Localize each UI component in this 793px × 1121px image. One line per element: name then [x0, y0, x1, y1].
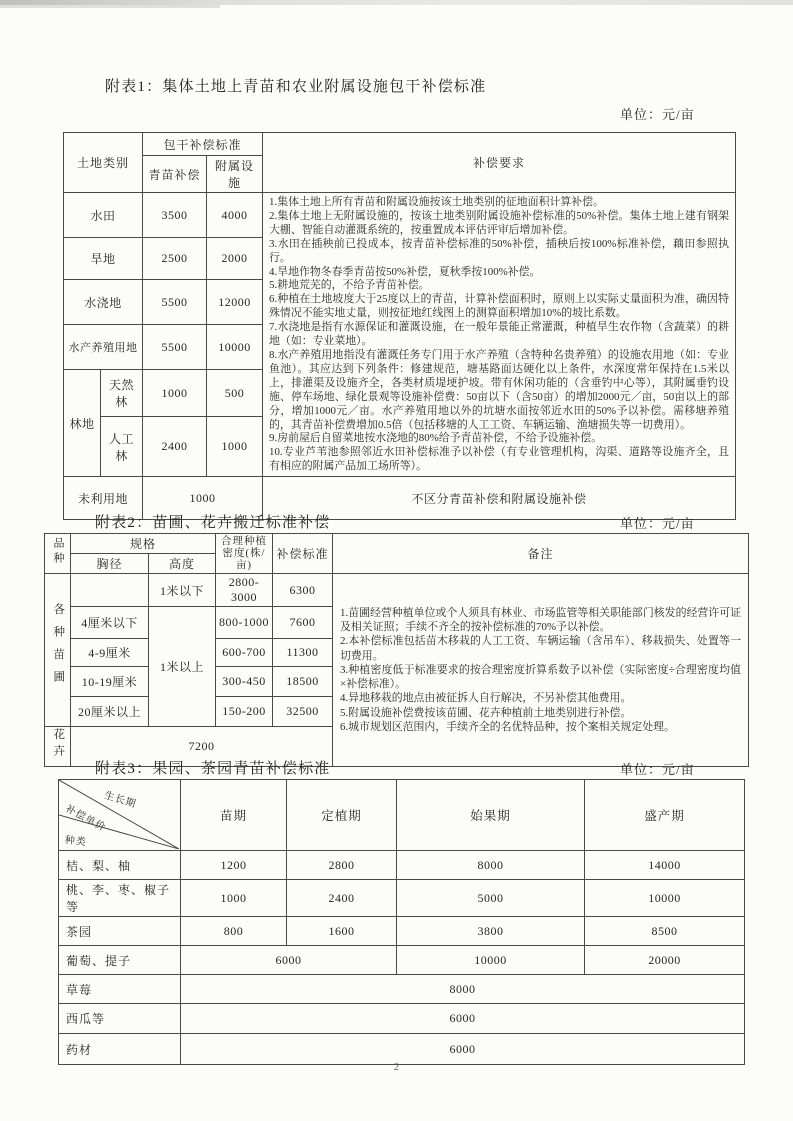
t2-flower-value: 7200 — [71, 727, 333, 767]
req-item-9: 9.房前屋后自留菜地按水浇地的80%给予青苗补偿，不给予设施补偿。 — [269, 432, 603, 445]
t1-header-facilities: 附属设施 — [207, 156, 263, 193]
t2-header-variety-text: 品种 — [52, 536, 64, 567]
t3-tea-v3: 3800 — [397, 917, 585, 946]
t3-grape-peak: 20000 — [585, 946, 745, 975]
table3-orchard-tea-compensation — [58, 779, 745, 1065]
t1-paddy-seedling: 3500 — [143, 193, 207, 238]
t3-row-tea-name: 茶园 — [59, 917, 181, 946]
t3-header-peak-period: 盛产期 — [585, 780, 745, 851]
remark-item-6: 6.城市规划区范围内，手续齐全的名优特品种，按个案相关规定处理。 — [340, 720, 675, 733]
t3-watermelon-value: 6000 — [181, 1004, 745, 1034]
req-item-4: 4.旱地作物冬春季青苗按50%补偿，夏秋季按100%补偿。 — [269, 265, 541, 278]
remark-item-4: 4.异地移栽的地点由被征拆人自行解决，不另补偿其他费用。 — [340, 692, 632, 705]
t2-r1-standard: 6300 — [273, 574, 333, 607]
t3-corner-growth-period: 生长期 — [102, 790, 138, 811]
t2-r2-diameter: 4厘米以下 — [71, 607, 149, 639]
t3-row-grape-name: 葡萄、提子 — [59, 946, 181, 975]
t2-flower-label-text: 花卉 — [52, 728, 65, 761]
t1-land-irrigated: 水浇地 — [64, 280, 143, 325]
t2-r2-density: 800-1000 — [216, 607, 273, 639]
t2-nursery-group-text: 各种苗圃 — [52, 603, 65, 693]
t1-aquaculture-seedling: 5500 — [143, 325, 207, 370]
t2-r4-standard: 18500 — [273, 667, 333, 697]
t3-peach-v3: 5000 — [397, 880, 585, 917]
t2-header-variety — [45, 534, 71, 574]
t3-peach-v4: 10000 — [585, 880, 745, 917]
table2-title: 附表2：苗圃、花卉搬迁标准补偿 — [95, 515, 331, 531]
t2-nursery-group — [45, 574, 71, 727]
scan-artifact-top-left — [0, 5, 220, 8]
t1-header-land-type: 土地类别 — [64, 133, 143, 193]
t1-land-natural-forest: 天然林 — [101, 370, 143, 417]
t3-corner-unit-price: 补偿单价 — [63, 803, 108, 834]
t3-citrus-v1: 1200 — [181, 851, 287, 880]
t1-paddy-facility: 4000 — [207, 193, 263, 238]
t1-unused-note: 不区分青苗补偿和附属设施补偿 — [263, 477, 736, 520]
t2-r1-height: 1米以下 — [149, 574, 216, 607]
remark-item-5: 5.附属设施补偿费按该苗圃、花卉种植前土地类别进行补偿。 — [340, 706, 632, 719]
t3-tea-v2: 1600 — [287, 917, 397, 946]
table2-unit-label: 单位：元/亩 — [620, 516, 695, 531]
t2-r5-standard: 32500 — [273, 697, 333, 727]
t1-land-aquaculture: 水产养殖用地 — [64, 325, 143, 370]
t1-natural-forest-seedling: 1000 — [143, 370, 207, 417]
t1-land-unused: 未利用地 — [64, 477, 143, 520]
t3-herbs-value: 6000 — [181, 1034, 745, 1065]
t3-row-peach-name: 桃、李、枣、椒子等 — [59, 880, 181, 917]
req-item-10: 10.专业芦苇池参照邻近水田补偿标准予以补偿（有专业管理机构，沟渠、道路等设施齐全，且有相应的附属产品加工场所等）。 — [269, 446, 730, 473]
t3-grape-seed-plant: 6000 — [181, 946, 397, 975]
t3-row-citrus-name: 桔、梨、柚 — [59, 851, 181, 880]
req-item-7: 7.水浇地是指有水源保证和灌溉设施，在一般年景能正常灌溉，种植旱生农作物（含蔬菜）的耕地（如：专业菜地）。 — [269, 321, 730, 348]
t3-tea-v4: 8500 — [585, 917, 745, 946]
table1-package-compensation — [63, 132, 736, 520]
t1-requirements-cell — [263, 193, 736, 477]
t2-header-diameter: 胸径 — [71, 554, 149, 574]
t1-dry-facility: 2000 — [207, 238, 263, 280]
t1-aquaculture-facility: 10000 — [207, 325, 263, 370]
t3-grape-first-fruit: 10000 — [397, 946, 585, 975]
t2-header-height: 高度 — [149, 554, 216, 574]
t3-corner-cell — [59, 780, 181, 851]
t2-r4-density: 300-450 — [216, 667, 273, 697]
table2-nursery-flower-relocation — [44, 533, 749, 767]
table1-title: 附表1：集体土地上青苗和农业附属设施包干补偿标准 — [105, 79, 487, 95]
t1-land-planted-forest: 人工林 — [101, 417, 143, 477]
t3-row-watermelon-name: 西瓜等 — [59, 1004, 181, 1034]
t3-row-strawberry-name: 草莓 — [59, 975, 181, 1004]
req-item-5: 5.耕地荒芜的，不给予青苗补偿。 — [269, 279, 430, 292]
t1-planted-forest-facility: 1000 — [207, 417, 263, 477]
page-number: 2 — [394, 1062, 399, 1073]
req-item-3: 3.水田在插秧前已投成本，按青苗补偿标准的50%补偿，插秧后按100%标准补偿，藕田参照执行。 — [269, 237, 730, 264]
t2-header-density: 合理种植密度(株/亩) — [216, 534, 273, 574]
t3-tea-v1: 800 — [181, 917, 287, 946]
t3-header-planting-period: 定植期 — [287, 780, 397, 851]
req-item-8: 8.水产养殖用地指没有灌溉任务专门用于水产养殖（含特种名贵养殖）的设施农用地（如：专业鱼池）。其应达到下列条件：修建规范，塘基路面达硬化以上条件，水深度常年保持在1.5米以上，排灌渠及设施齐全，各类材质堤埂护坡。带有休闲功能的（含垂钓中心等），其附属垂钓设施、停车场地、绿化景观等设施补偿费：50亩以下（含50亩）的增加2000元／亩，50亩以上的部分，增加1000元／亩。水产养殖用地以外的坑塘水面按邻近水田的50%予以补偿。需移塘养殖的，其青苗补偿费增加0.5倍（包括移塘的人工工资、车辆运输、渔塘损失等一切费用）。 — [269, 348, 730, 431]
t2-flower-label — [45, 727, 71, 767]
remark-item-3: 3.种植密度低于标准要求的按合理密度折算系数予以补偿（实际密度÷合理密度均值×补偿标准）。 — [340, 663, 742, 691]
t2-header-standard: 补偿标准 — [273, 534, 333, 574]
t1-planted-forest-seedling: 2400 — [143, 417, 207, 477]
t1-header-package-standard: 包干补偿标准 — [143, 133, 263, 156]
req-item-2: 2.集体土地上无附属设施的，按该土地类别附属设施补偿标准的50%补偿。集体土地上建有钢架大棚、智能自动灌溉系统的，按重置成本评估评审后增加补偿。 — [269, 209, 730, 236]
t1-irrigated-facility: 12000 — [207, 280, 263, 325]
t1-header-requirements: 补偿要求 — [263, 133, 736, 193]
t2-header-spec: 规格 — [71, 534, 216, 554]
t1-irrigated-seedling: 5500 — [143, 280, 207, 325]
table3-title: 附表3：果园、茶园青苗补偿标准 — [95, 761, 331, 777]
t3-citrus-v2: 2800 — [287, 851, 397, 880]
t2-r5-diameter: 20厘米以上 — [71, 697, 149, 727]
t3-corner-category: 种类 — [64, 835, 88, 849]
t1-land-forest-group: 林地 — [64, 370, 101, 477]
t2-r1-density: 2800-3000 — [216, 574, 273, 607]
t2-r1-diameter-empty — [71, 574, 149, 607]
t2-r3-density: 600-700 — [216, 639, 273, 667]
t1-unused-value: 1000 — [143, 477, 263, 520]
table3-unit-label: 单位：元/亩 — [620, 762, 695, 777]
t1-natural-forest-facility: 500 — [207, 370, 263, 417]
t2-r3-standard: 11300 — [273, 639, 333, 667]
t2-header-remark: 备注 — [333, 534, 749, 574]
t2-r2-standard: 7600 — [273, 607, 333, 639]
t3-header-first-fruit-period: 始果期 — [397, 780, 585, 851]
t3-citrus-v4: 14000 — [585, 851, 745, 880]
t3-citrus-v3: 8000 — [397, 851, 585, 880]
remark-item-2: 2.本补偿标准包括苗木移栽的人工工资、车辆运输（含吊车）、移栽损失、处置等一切费用。 — [340, 635, 742, 662]
t2-r4-diameter: 10-19厘米 — [71, 667, 149, 697]
remark-item-1: 1.苗圃经营种植单位或个人须具有林业、市场监管等相关职能部门核发的经营许可证及相关证照；手续不齐全的按补偿标准的70%予以补偿。 — [340, 607, 742, 634]
t2-r5-density: 150-200 — [216, 697, 273, 727]
t3-strawberry-value: 8000 — [181, 975, 745, 1004]
table1-unit-label: 单位：元/亩 — [620, 107, 695, 122]
t1-header-seedling: 青苗补偿 — [143, 156, 207, 193]
t3-peach-v2: 2400 — [287, 880, 397, 917]
t3-header-seedling-period: 苗期 — [181, 780, 287, 851]
t3-peach-v1: 1000 — [181, 880, 287, 917]
req-item-6: 6.种植在土地坡度大于25度以上的青苗，计算补偿面积时，原则上以实际丈量面积为准，确因特殊情况不能实地丈量，则按征地红线图上的测算面积增加10%的坡比系数。 — [269, 293, 730, 320]
t2-remarks-cell — [333, 574, 749, 767]
t2-r3-diameter: 4-9厘米 — [71, 639, 149, 667]
t1-land-dry: 旱地 — [64, 238, 143, 280]
t2-height-above-1m: 1米以上 — [149, 607, 216, 727]
req-item-1: 1.集体土地上所有青苗和附属设施按该土地类别的征地面积计算补偿。 — [269, 196, 604, 208]
t3-row-herbs-name: 药材 — [59, 1034, 181, 1065]
t1-land-paddy: 水田 — [64, 193, 143, 238]
t1-dry-seedling: 2500 — [143, 238, 207, 280]
